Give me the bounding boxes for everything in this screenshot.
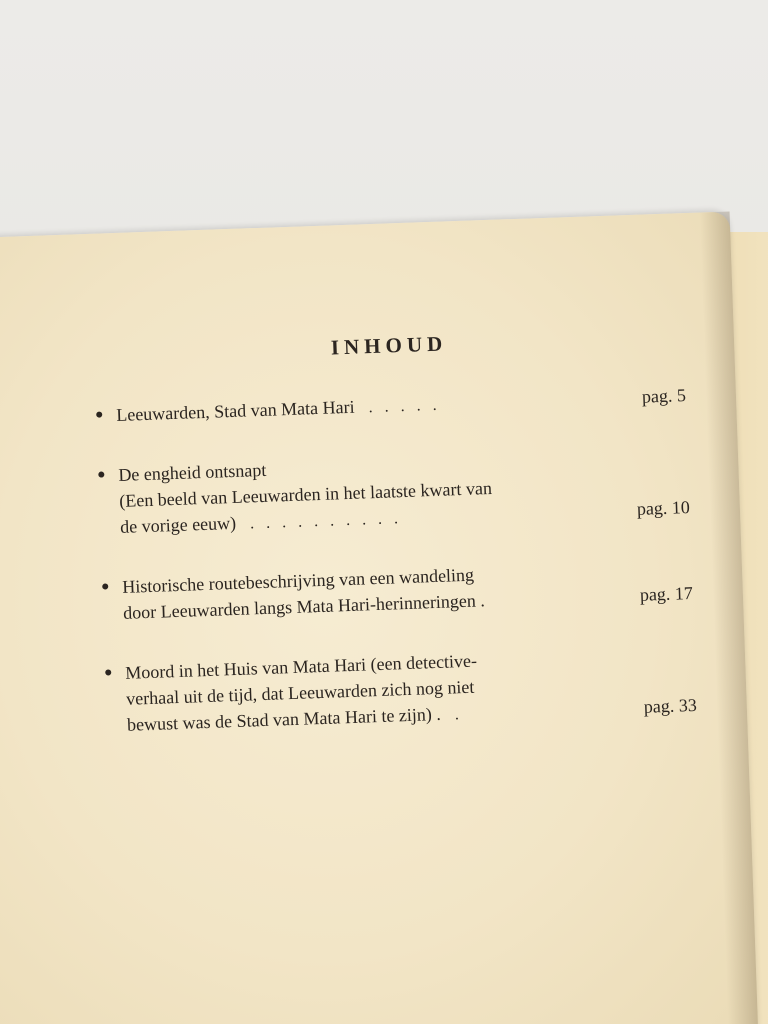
dot-leaders: . . . . . . . . . . xyxy=(249,510,403,533)
toc-entry-line: Moord in het Huis van Mata Hari (een detective- xyxy=(124,650,478,683)
toc-entry-line: bewust was de Stad van Mata Hari te zijn) . xyxy=(126,703,442,735)
bullet-icon xyxy=(102,583,108,589)
toc-entry-line: (Een beeld van Leeuwarden in het laatste kwart van xyxy=(118,477,493,511)
toc-entry-line: De engheid ontsnapt xyxy=(118,459,267,485)
dot-leaders xyxy=(485,601,630,606)
toc-entry-line: Historische routebeschrijving van een wandeling xyxy=(121,564,475,597)
page-reference: pag. 5 xyxy=(641,385,687,407)
toc-entry-line: door Leeuwarden langs Mata Hari-herinneringen . xyxy=(122,590,486,623)
bullet-icon xyxy=(105,669,111,675)
toc-entry xyxy=(118,442,690,540)
dot-leaders: . xyxy=(454,706,464,724)
page-reference: pag. 10 xyxy=(636,497,691,519)
bullet-icon xyxy=(98,471,104,477)
toc-entry-row xyxy=(116,382,687,428)
toc-entry xyxy=(116,382,687,428)
toc-entry-line: Leeuwarden, Stad van Mata Hari xyxy=(115,396,355,425)
book-page xyxy=(0,211,759,1024)
toc-entry xyxy=(125,640,697,738)
bullet-icon xyxy=(96,411,102,417)
toc-entry xyxy=(122,554,693,626)
table-of-contents xyxy=(114,323,699,772)
toc-entry-line: de vorige eeuw) xyxy=(119,512,237,537)
toc-entry-line: verhaal uit de tijd, dat Leeuwarden zich nog niet xyxy=(125,676,475,709)
toc-heading: INHOUD xyxy=(330,331,448,360)
page-reference: pag. 17 xyxy=(639,582,694,605)
page-reference: pag. 33 xyxy=(643,694,698,717)
dot-leaders: . . . . . xyxy=(368,396,441,417)
